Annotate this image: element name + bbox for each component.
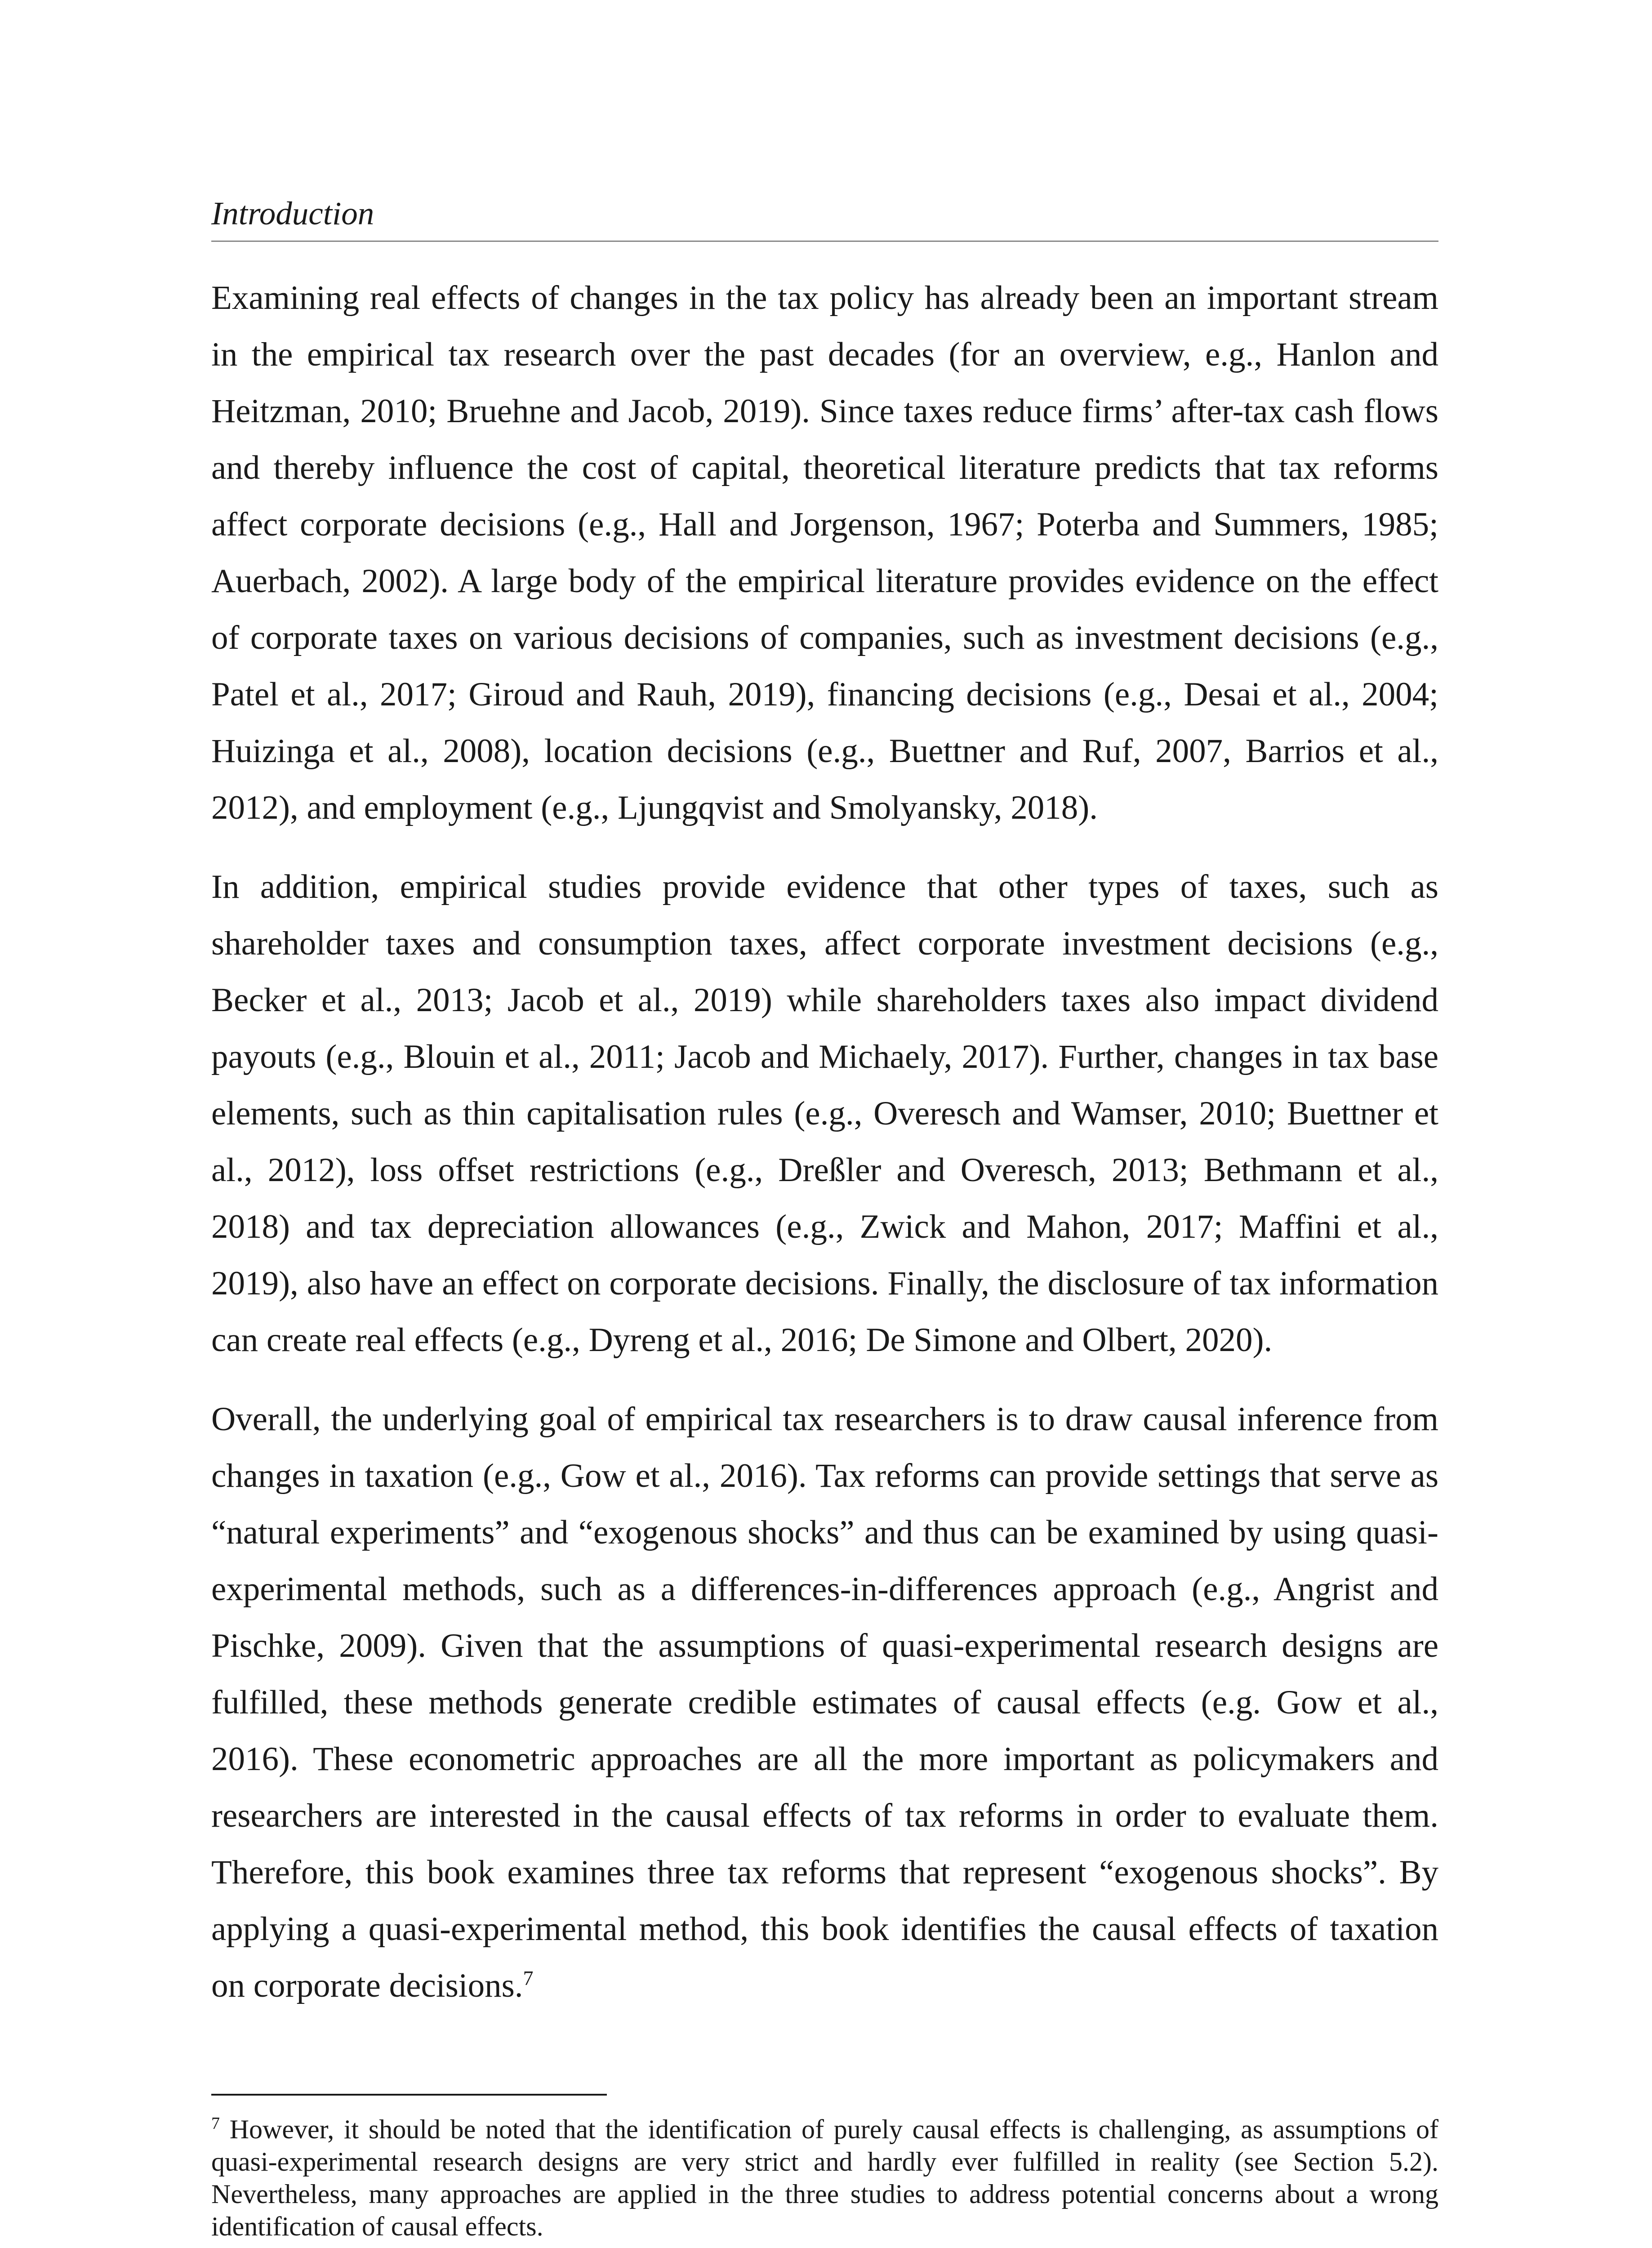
footnote-text: However, it should be noted that the identification of purely causal effects is challenging, as assumptions of quasi-experimental research designs are very strict and hardly ever fulfilled in reality (see Section 5.2). Nevertheless, many approaches are applied in the three studies to address potential concerns about a wrong identification of causal effects.: [211, 2114, 1439, 2241]
body-text: [211, 270, 1438, 2037]
paragraph-3-text: Overall, the underlying goal of empirical tax researchers is to draw causal inference from changes in taxation (e.g., Gow et al., 2016). Tax reforms can provide settings that serve as “natural experiments” and “exogenous shocks” and thus can be examined by using quasi-experimental methods, such as a differences-in-differences approach (e.g., Angrist and Pischke, 2009). Given that the assumptions of quasi-experimental research designs are fulfilled, these methods generate credible estimates of causal effects (e.g. Gow et al., 2016). These econometric approaches are all the more important as policymakers and researchers are interested in the causal effects of tax reforms in order to evaluate them. Therefore, this book examines three tax reforms that represent “exogenous shocks”. By applying a quasi-experimental method, this book identifies the causal effects of taxation on corporate decisions.: [211, 1401, 1438, 2004]
header-divider: [211, 241, 1438, 242]
paragraph-1: Examining real effects of changes in the tax policy has already been an important stream in the empirical tax research over the past decades (for an overview, e.g., Hanlon and Heitzman, 2010; Bruehne and Jacob, 2019). Since taxes reduce firms’ after-tax cash flows and thereby influence the cost of capital, theoretical literature predicts that tax reforms affect corporate decisions (e.g., Hall and Jorgenson, 1967; Poterba and Summers, 1985; Auerbach, 2002). A large body of the empirical literature provides evidence on the effect of corporate taxes on various decisions of companies, such as investment decisions (e.g., Patel et al., 2017; Giroud and Rauh, 2019), financing decisions (e.g., Desai et al., 2004; Huizinga et al., 2008), location decisions (e.g., Buettner and Ruf, 2007, Barrios et al., 2012), and employment (e.g., Ljungqvist and Smolyansky, 2018).: [211, 279, 1438, 826]
footnote: [211, 2113, 1438, 2243]
footnote-divider: [211, 2094, 607, 2096]
footnote-marker: 7: [211, 2114, 220, 2133]
footnote-reference[interactable]: 7: [523, 1967, 534, 1989]
paragraph-3: [211, 1391, 1438, 2014]
running-header: Introduction: [211, 195, 374, 232]
paragraph-2: In addition, empirical studies provide evidence that other types of taxes, such as shareholder taxes and consumption taxes, affect corporate investment decisions (e.g., Becker et al., 2013; Jacob et al., 2019) while shareholders taxes also impact dividend payouts (e.g., Blouin et al., 2011; Jacob and Michaely, 2017). Further, changes in tax base elements, such as thin capitalisation rules (e.g., Overesch and Wamser, 2010; Buettner et al., 2012), loss offset restrictions (e.g., Dreßler and Overesch, 2013; Bethmann et al., 2018) and tax depreciation allowances (e.g., Zwick and Mahon, 2017; Maffini et al., 2019), also have an effect on corporate decisions. Finally, the disclosure of tax information can create real effects (e.g., Dyreng et al., 2016; De Simone and Olbert, 2020).: [211, 868, 1438, 1359]
